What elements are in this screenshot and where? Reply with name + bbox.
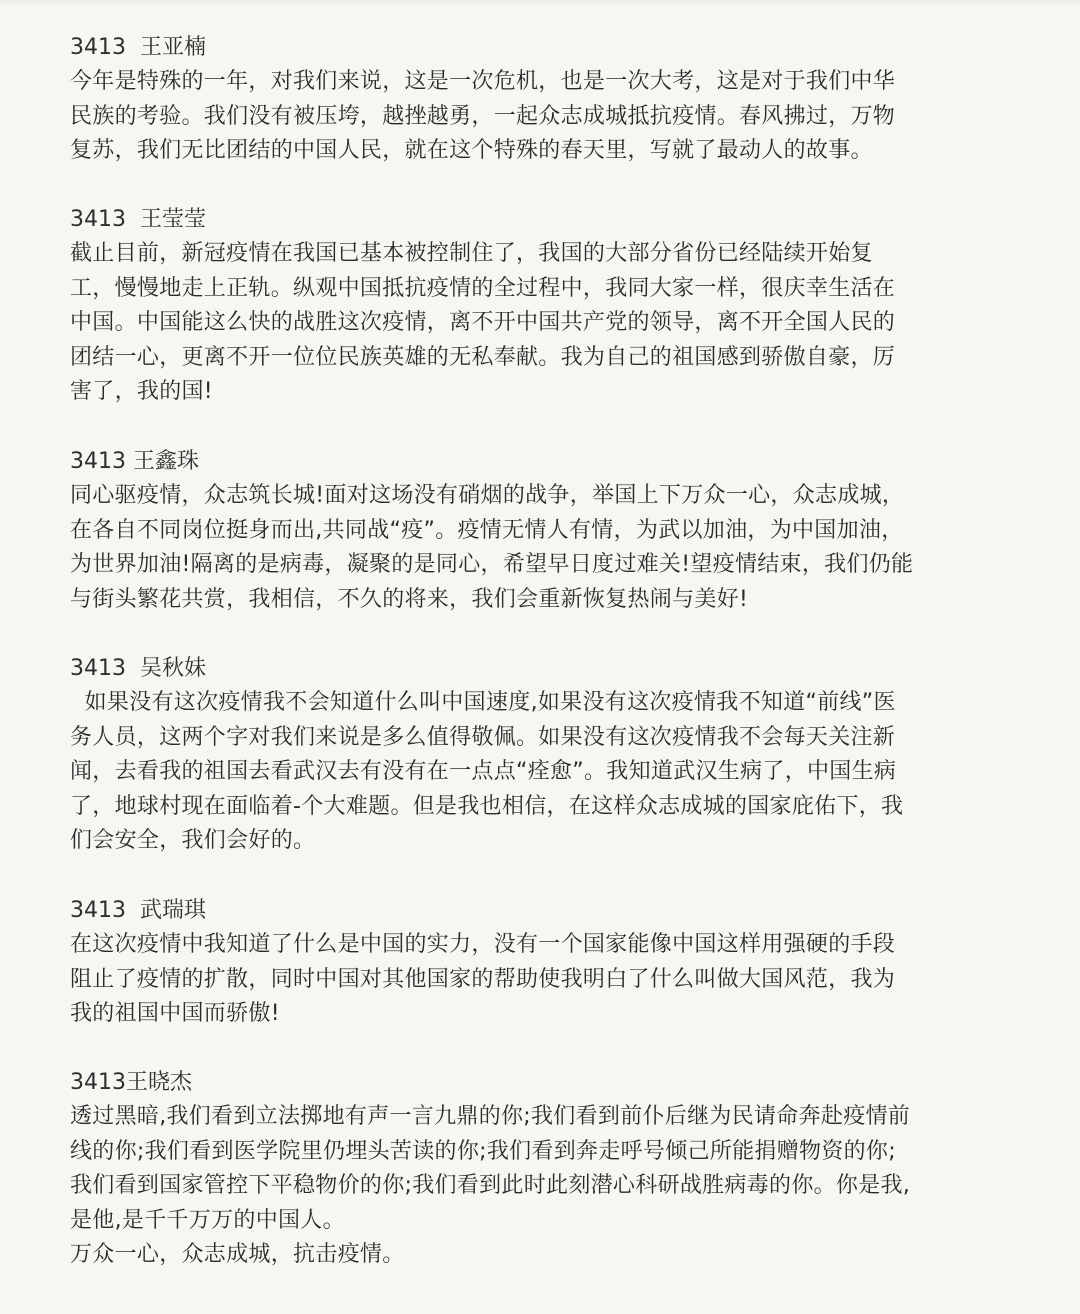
entry-wang-yingying [70,203,1020,410]
entry-text-line: 万众一心，众志成城，抗击疫情。 [70,1242,405,1267]
entry-text-line: 是他,是千千万万的中国人。 [70,1207,345,1233]
entry-text-line: 闻，去看我的祖国去看武汉去有没有在一点点“痊愈”。我知道武汉生病了，中国生病 [70,759,897,784]
entry-text-line: 线的你;我们看到医学院里仍埋头苦读的你;我们看到奔走呼号倾己所能捐赠物资的你; [70,1138,896,1164]
entry-wang-yanan [70,31,1020,169]
entry-wu-ruiqi [70,894,1020,1032]
entry-text-line: 害了，我的国! [70,379,213,404]
entry-header: 3413 吴秋妹 [70,656,206,681]
top-edge-strip [0,0,1080,6]
entry-text-line: 复苏，我们无比团结的中国人民，就在这个特殊的春天里，写就了最动人的故事。 [70,138,873,163]
entry-header: 3413 武瑞琪 [70,898,206,923]
entry-text-line: 务人员，这两个字对我们来说是多么值得敬佩。如果没有这次疫情我不会每天关注新 [70,724,896,750]
entry-header: 3413 王亚楠 [70,35,206,60]
entry-text-line: 了，地球村现在面临着-个大难题。但是我也相信，在这样众志成城的国家庇佑下，我 [70,793,904,819]
entry-text-line: 我们看到国家管控下平稳物价的你;我们看到此时此刻潜心科研战胜病毒的你。你是我, [70,1173,911,1198]
entry-header: 3413王晓杰 [70,1070,192,1095]
entry-text-line: 为世界加油!隔离的是病毒，凝聚的是同心，希望早日度过难关!望疫情结束，我们仍能 [70,552,914,577]
entry-text-line: 团结一心，更离不开一位位民族英雄的无私奉献。我为自己的祖国感到骄傲自豪，厉 [70,344,896,370]
entry-text-line: 如果没有这次疫情我不会知道什么叫中国速度,如果没有这次疫情我不知道“前线”医 [70,690,896,715]
entry-text-line: 阻止了疫情的扩散，同时中国对其他国家的帮助使我明白了什么叫做大国风范，我为 [70,966,896,992]
entry-wu-qiumei [70,652,1020,859]
entry-text-line: 们会安全，我们会好的。 [70,828,316,853]
entry-header: 3413 王鑫珠 [70,449,199,474]
entry-wang-xiaojie [70,1066,1020,1273]
entry-text-line: 我的祖国中国而骄傲! [70,1001,280,1026]
entry-header: 3413 王莹莹 [70,207,206,232]
entry-text-line: 在这次疫情中我知道了什么是中国的实力，没有一个国家能像中国这样用强硬的手段 [70,932,896,957]
entry-text-line: 工，慢慢地走上正轨。纵观中国抵抗疫情的全过程中，我同大家一样，很庆幸生活在 [70,275,896,301]
entry-text-line: 透过黑暗,我们看到立法掷地有声一言九鼎的你;我们看到前仆后继为民请命奔赴疫情前 [70,1104,911,1129]
entry-text-line: 同心驱疫情，众志筑长城!面对这场没有硝烟的战争，举国上下万众一心，众志成城， [70,483,905,508]
entry-text-line: 截止目前，新冠疫情在我国已基本被控制住了，我国的大部分省份已经陆续开始复 [70,241,873,266]
entry-text-line: 与街头繁花共赏，我相信，不久的将来，我们会重新恢复热闹与美好! [70,586,749,612]
entry-text-line: 民族的考验。我们没有被压垮，越挫越勇，一起众志成城抵抗疫情。春风拂过，万物 [70,103,896,129]
entry-text-line: 今年是特殊的一年，对我们来说，这是一次危机，也是一次大考，这是对于我们中华 [70,69,896,94]
entry-text-line: 中国。中国能这么快的战胜这次疫情，离不开中国共产党的领导，离不开全国人民的 [70,310,896,335]
entry-text-line: 在各自不同岗位挺身而出,共同战“疫”。疫情无情人有情，为武以加油，为中国加油， [70,517,904,543]
entry-wang-xinzhu [70,445,1020,617]
